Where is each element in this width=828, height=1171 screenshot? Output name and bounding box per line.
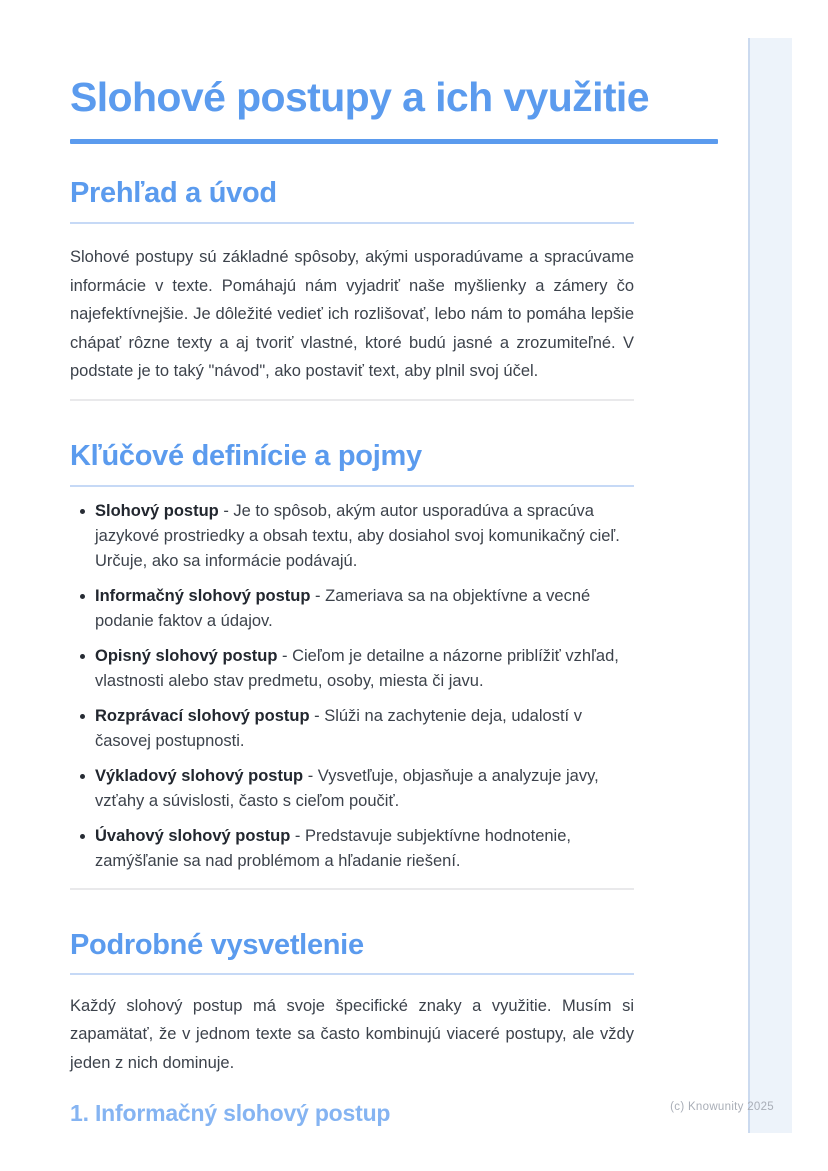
document-title: Slohové postupy a ich využitie	[70, 74, 649, 120]
definition-description: - Cieľom je detailne a názorne priblížiť vzhľad, vlastnosti alebo stav predmetu, osoby, miesta či javu.	[95, 646, 619, 690]
definition-description: - Zameriava sa na objektívne a vecné podanie faktov a údajov.	[95, 586, 591, 630]
definition-term: Úvahový slohový postup	[95, 826, 291, 845]
overview-heading-underline	[70, 222, 634, 224]
copyright-notice: (c) Knowunity 2025	[670, 1101, 774, 1113]
section-definitions	[70, 440, 718, 874]
overview-heading: Prehľad a úvod	[70, 177, 277, 209]
definitions-heading-underline	[70, 485, 634, 487]
definition-item	[70, 644, 634, 694]
definition-item	[70, 499, 634, 574]
overview-paragraph: Slohové postupy sú základné spôsoby, akými usporadúvame a spracúvame informácie v texte. Pomáhajú nám vyjadriť naše myšlienky a zámery čo najefektívnejšie. Je dôležité vedieť ich rozlišovať, lebo nám to pomáha lepšie chápať rôzne texty a aj tvoriť vlastné, ktoré budú jasné a zrozumiteľné. V podstate je to taký "návod", ako postaviť text, aby plnil svoj účel.	[70, 248, 634, 380]
section-divider	[70, 888, 634, 890]
document-body	[70, 0, 718, 1127]
explanation-paragraph: Každý slohový postup má svoje špecifické znaky a využitie. Musím si zapamätať, že v jednom texte sa často kombinujú viaceré postupy, ale vždy jeden z nich dominuje.	[70, 996, 634, 1072]
definition-description: - Vysvetľuje, objasňuje a analyzuje javy, vzťahy a súvislosti, často s cieľom poučiť.	[95, 766, 599, 810]
definition-item	[70, 824, 634, 874]
definition-description: - Predstavuje subjektívne hodnotenie, zamýšľanie sa nad problémom a hľadanie riešení.	[95, 826, 571, 870]
subsection-heading: 1. Informačný slohový postup	[70, 1100, 391, 1126]
title-underline	[70, 139, 718, 144]
definition-term: Rozprávací slohový postup	[95, 706, 310, 725]
definitions-list	[70, 499, 634, 874]
definition-item	[70, 584, 634, 634]
definitions-heading: Kľúčové definície a pojmy	[70, 439, 422, 472]
definition-description: - Je to spôsob, akým autor usporadúva a spracúva jazykové prostriedky a obsah textu, aby dosiahol svoj komunikačný cieľ. Určuje, ako sa informácie podávajú.	[95, 501, 620, 570]
definition-term: Opisný slohový postup	[95, 646, 278, 665]
section-overview	[70, 177, 718, 386]
definition-term: Informačný slohový postup	[95, 586, 311, 605]
section-explanation	[70, 929, 718, 1128]
page-edge-bar	[748, 38, 792, 1133]
definition-item	[70, 764, 634, 814]
definition-term: Slohový postup	[95, 501, 219, 520]
definition-term: Výkladový slohový postup	[95, 766, 304, 785]
explanation-heading-underline	[70, 973, 634, 975]
explanation-heading: Podrobné vysvetlenie	[70, 928, 364, 961]
section-divider	[70, 399, 634, 401]
definition-description: - Slúži na zachytenie deja, udalostí v časovej postupnosti.	[95, 706, 582, 750]
definition-item	[70, 704, 634, 754]
